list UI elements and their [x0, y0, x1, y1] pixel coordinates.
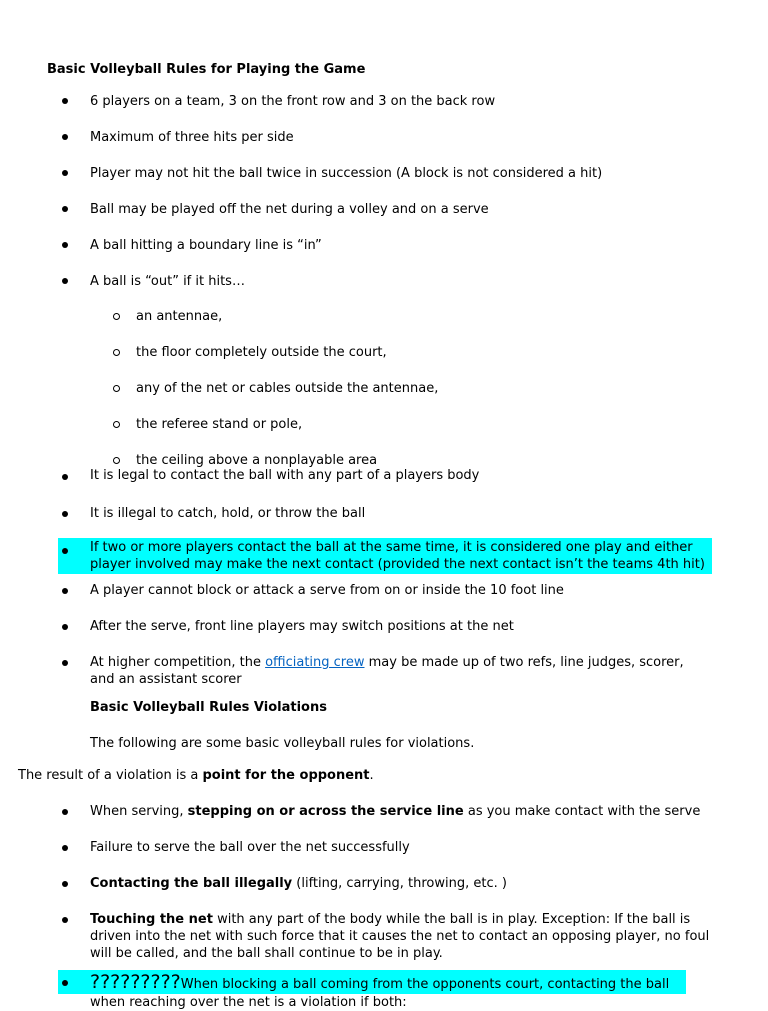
- sub-bullet-icon: [113, 313, 120, 320]
- bullet-icon: [62, 660, 68, 666]
- violation-bold: stepping on or across the service line: [187, 804, 464, 819]
- bullet-icon: [62, 588, 68, 594]
- violation-suffix: (lifting, carrying, throwing, etc. ): [292, 876, 507, 891]
- page-title: Basic Volleyball Rules for Playing the Game: [47, 62, 366, 77]
- violation-suffix: as you make contact with the serve: [463, 804, 701, 819]
- out-item: an antennae,: [136, 309, 223, 324]
- competition-rule-prefix: At higher competition, the: [90, 655, 266, 670]
- bullet-icon: [62, 881, 68, 887]
- highlighted-rule-line1: If two or more players contact the ball at the same time, it is considered one play and either: [90, 540, 693, 555]
- rule-item: It is legal to contact the ball with any part of a players body: [90, 468, 480, 483]
- out-item: the ceiling above a nonplayable area: [136, 453, 378, 468]
- bullet-icon: [62, 511, 68, 517]
- bullet-icon: [62, 206, 68, 212]
- sub-bullet-icon: [113, 457, 120, 464]
- violation-line3: will be called, and the ball shall continue to be in play.: [90, 946, 443, 961]
- violation-item: [90, 970, 669, 997]
- bullet-icon: [62, 474, 68, 480]
- bullet-icon: [62, 548, 68, 554]
- violation-result: [18, 767, 374, 784]
- officiating-crew-link[interactable]: officiating crew: [265, 655, 365, 670]
- violation-item: [90, 803, 700, 820]
- violation-bold: Contacting the ball illegally: [90, 876, 293, 891]
- sub-bullet-icon: [113, 349, 120, 356]
- violation-item: [90, 875, 507, 892]
- violations-heading: Basic Volleyball Rules Violations: [90, 700, 327, 715]
- bullet-icon: [62, 242, 68, 248]
- bullet-icon: [62, 845, 68, 851]
- bullet-icon: [62, 809, 68, 815]
- competition-rule-line1: [90, 654, 684, 671]
- result-prefix: The result of a violation is a: [18, 768, 203, 783]
- violation-line2: driven into the net with such force that it causes the net to contact an opposing player, no foul: [90, 929, 710, 944]
- sub-bullet-icon: [113, 421, 120, 428]
- out-item: any of the net or cables outside the antennae,: [136, 381, 439, 396]
- violation-bold: Touching the net: [90, 912, 213, 927]
- rule-item: After the serve, front line players may switch positions at the net: [90, 619, 514, 634]
- out-item: the referee stand or pole,: [136, 417, 303, 432]
- rule-item: A player cannot block or attack a serve from on or inside the 10 foot line: [90, 583, 564, 598]
- rule-item: A ball hitting a boundary line is “in”: [90, 238, 322, 253]
- bullet-icon: [62, 98, 68, 104]
- rule-item: A ball is “out” if it hits…: [90, 274, 245, 289]
- rule-item: Maximum of three hits per side: [90, 130, 294, 145]
- competition-rule-suffix: may be made up of two refs, line judges, scorer,: [364, 655, 684, 670]
- violation-item: Failure to serve the ball over the net successfully: [90, 840, 410, 855]
- competition-rule-line2: and an assistant scorer: [90, 672, 242, 687]
- violation-item: [90, 911, 690, 928]
- violation-prefix: When serving,: [90, 804, 188, 819]
- bullet-icon: [62, 134, 68, 140]
- violation-suffix: with any part of the body while the ball is in play. Exception: If the ball is: [212, 912, 691, 927]
- bullet-icon: [62, 624, 68, 630]
- rule-item: Ball may be played off the net during a volley and on a serve: [90, 202, 489, 217]
- bullet-icon: [62, 917, 68, 923]
- highlighted-rule-line2: player involved may make the next contact (provided the next contact isn’t the teams 4th hit): [90, 557, 705, 572]
- rule-item: 6 players on a team, 3 on the front row and 3 on the back row: [90, 94, 496, 109]
- result-suffix: .: [369, 768, 374, 783]
- violation-text: When blocking a ball coming from the opponents court, contacting the ball: [180, 977, 670, 992]
- bullet-icon: [62, 278, 68, 284]
- rule-item: Player may not hit the ball twice in succession (A block is not considered a hit): [90, 166, 603, 181]
- violations-intro: The following are some basic volleyball rules for violations.: [90, 736, 475, 751]
- violation-line2: when reaching over the net is a violation if both:: [90, 995, 407, 1010]
- result-bold: point for the opponent: [202, 768, 370, 783]
- bullet-icon: [62, 170, 68, 176]
- bullet-icon: [62, 980, 68, 986]
- out-item: the floor completely outside the court,: [136, 345, 387, 360]
- sub-bullet-icon: [113, 385, 120, 392]
- question-marks: ?????????: [90, 971, 181, 993]
- rule-item: It is illegal to catch, hold, or throw the ball: [90, 506, 366, 521]
